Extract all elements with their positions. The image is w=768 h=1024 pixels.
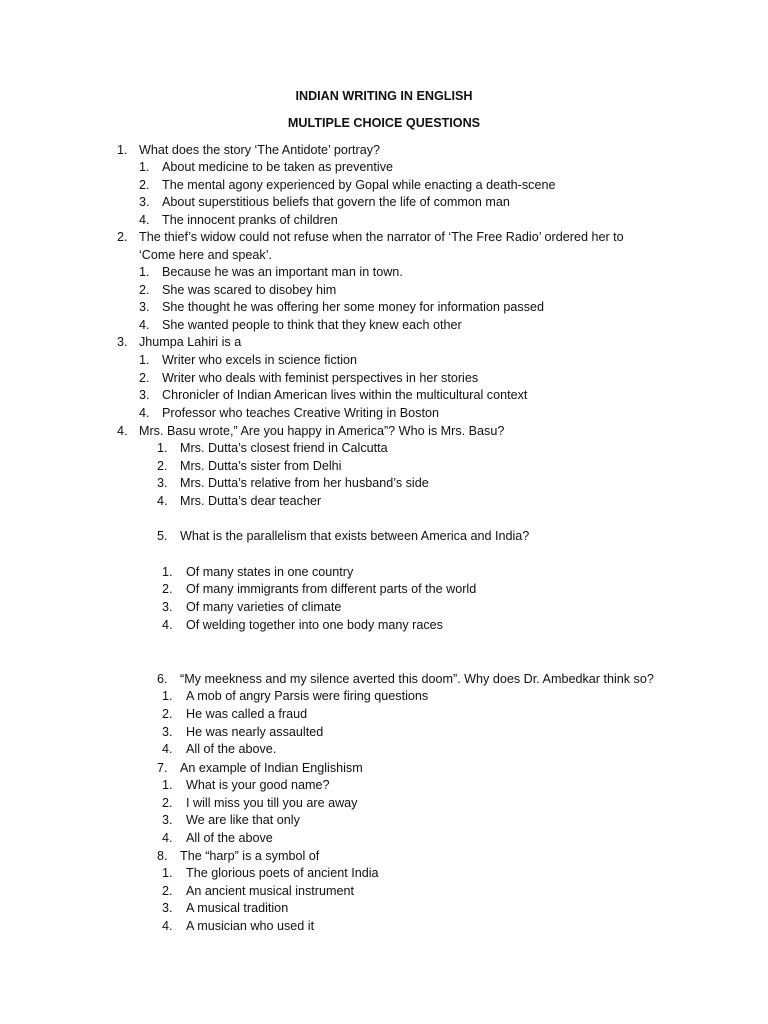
option-number: 4. xyxy=(139,318,150,332)
option-text: She was scared to disobey him xyxy=(162,283,337,297)
option-text: The mental agony experienced by Gopal while enacting a death-scene xyxy=(162,178,556,192)
option-text: Writer who deals with feminist perspectives in her stories xyxy=(162,371,479,385)
option-number: 2. xyxy=(139,178,150,192)
option-number: 4. xyxy=(162,831,173,845)
question-text: The thief’s widow could not refuse when the narrator of ‘The Free Radio’ ordered her to xyxy=(139,230,624,244)
option-text: The innocent pranks of children xyxy=(162,213,338,227)
option-text: Of many states in one country xyxy=(186,565,354,579)
option-text: All of the above. xyxy=(186,742,277,756)
option-text: Professor who teaches Creative Writing in Boston xyxy=(162,406,439,420)
option-text: What is your good name? xyxy=(186,778,330,792)
option-text: A musical tradition xyxy=(186,901,289,915)
question-text: The “harp” is a symbol of xyxy=(180,849,320,863)
option-text: A musician who used it xyxy=(186,919,315,933)
document-title: INDIAN WRITING IN ENGLISH xyxy=(295,89,473,103)
option-text: An ancient musical instrument xyxy=(186,884,354,898)
question-number: 6. xyxy=(157,672,168,686)
option-number: 4. xyxy=(162,618,173,632)
question-number: 5. xyxy=(157,529,168,543)
option-text: Of many varieties of climate xyxy=(186,600,342,614)
option-number: 1. xyxy=(139,353,150,367)
option-text: He was nearly assaulted xyxy=(186,725,324,739)
option-number: 2. xyxy=(139,371,150,385)
option-number: 2. xyxy=(139,283,150,297)
option-text: A mob of angry Parsis were firing questions xyxy=(186,689,429,703)
option-text: Mrs. Dutta’s dear teacher xyxy=(180,494,322,508)
option-text: He was called a fraud xyxy=(186,707,308,721)
option-number: 3. xyxy=(162,901,173,915)
option-number: 3. xyxy=(139,300,150,314)
question-number: 1. xyxy=(117,143,128,157)
option-text: Mrs. Dutta’s closest friend in Calcutta xyxy=(180,441,388,455)
option-number: 1. xyxy=(162,866,173,880)
question-text: ‘Come here and speak’. xyxy=(139,248,273,262)
question-number: 2. xyxy=(117,230,128,244)
option-number: 3. xyxy=(139,195,150,209)
option-text: I will miss you till you are away xyxy=(186,796,358,810)
option-text: Writer who excels in science fiction xyxy=(162,353,358,367)
question-number: 4. xyxy=(117,424,128,438)
option-number: 2. xyxy=(162,582,173,596)
option-number: 4. xyxy=(157,494,168,508)
option-number: 3. xyxy=(162,813,173,827)
question-text: Mrs. Basu wrote,” Are you happy in America”? Who is Mrs. Basu? xyxy=(139,424,505,438)
option-text: The glorious poets of ancient India xyxy=(186,866,379,880)
option-text: About medicine to be taken as preventive xyxy=(162,160,394,174)
option-number: 4. xyxy=(139,406,150,420)
option-text: All of the above xyxy=(186,831,273,845)
option-text: Because he was an important man in town. xyxy=(162,265,403,279)
question-text: An example of Indian Englishism xyxy=(180,761,363,775)
question-text: Jhumpa Lahiri is a xyxy=(139,335,242,349)
question-text: What does the story ‘The Antidote’ portray? xyxy=(139,143,381,157)
option-text: She thought he was offering her some money for information passed xyxy=(162,300,545,314)
option-number: 2. xyxy=(162,884,173,898)
option-number: 1. xyxy=(139,160,150,174)
option-number: 1. xyxy=(139,265,150,279)
option-number: 2. xyxy=(162,796,173,810)
option-number: 4. xyxy=(139,213,150,227)
option-text: Chronicler of Indian American lives within the multicultural context xyxy=(162,388,528,402)
option-text: Mrs. Dutta’s relative from her husband’s side xyxy=(180,476,429,490)
option-number: 1. xyxy=(162,778,173,792)
question-text: “My meekness and my silence averted this doom”. Why does Dr. Ambedkar think so? xyxy=(180,672,654,686)
option-number: 1. xyxy=(157,441,168,455)
option-number: 3. xyxy=(162,600,173,614)
option-number: 4. xyxy=(162,742,173,756)
option-number: 3. xyxy=(139,388,150,402)
option-text: Mrs. Dutta’s sister from Delhi xyxy=(180,459,342,473)
option-number: 4. xyxy=(162,919,173,933)
option-number: 3. xyxy=(162,725,173,739)
option-number: 1. xyxy=(162,565,173,579)
question-number: 3. xyxy=(117,335,128,349)
option-number: 1. xyxy=(162,689,173,703)
option-text: She wanted people to think that they knew each other xyxy=(162,318,462,332)
question-number: 8. xyxy=(157,849,168,863)
option-text: About superstitious beliefs that govern the life of common man xyxy=(162,195,510,209)
question-text: What is the parallelism that exists between America and India? xyxy=(180,529,530,543)
option-number: 2. xyxy=(157,459,168,473)
option-text: We are like that only xyxy=(186,813,300,827)
question-number: 7. xyxy=(157,761,168,775)
option-number: 3. xyxy=(157,476,168,490)
option-number: 2. xyxy=(162,707,173,721)
document-subtitle: MULTIPLE CHOICE QUESTIONS xyxy=(287,116,481,130)
option-text: Of many immigrants from different parts of the world xyxy=(186,582,477,596)
option-text: Of welding together into one body many races xyxy=(186,618,443,632)
